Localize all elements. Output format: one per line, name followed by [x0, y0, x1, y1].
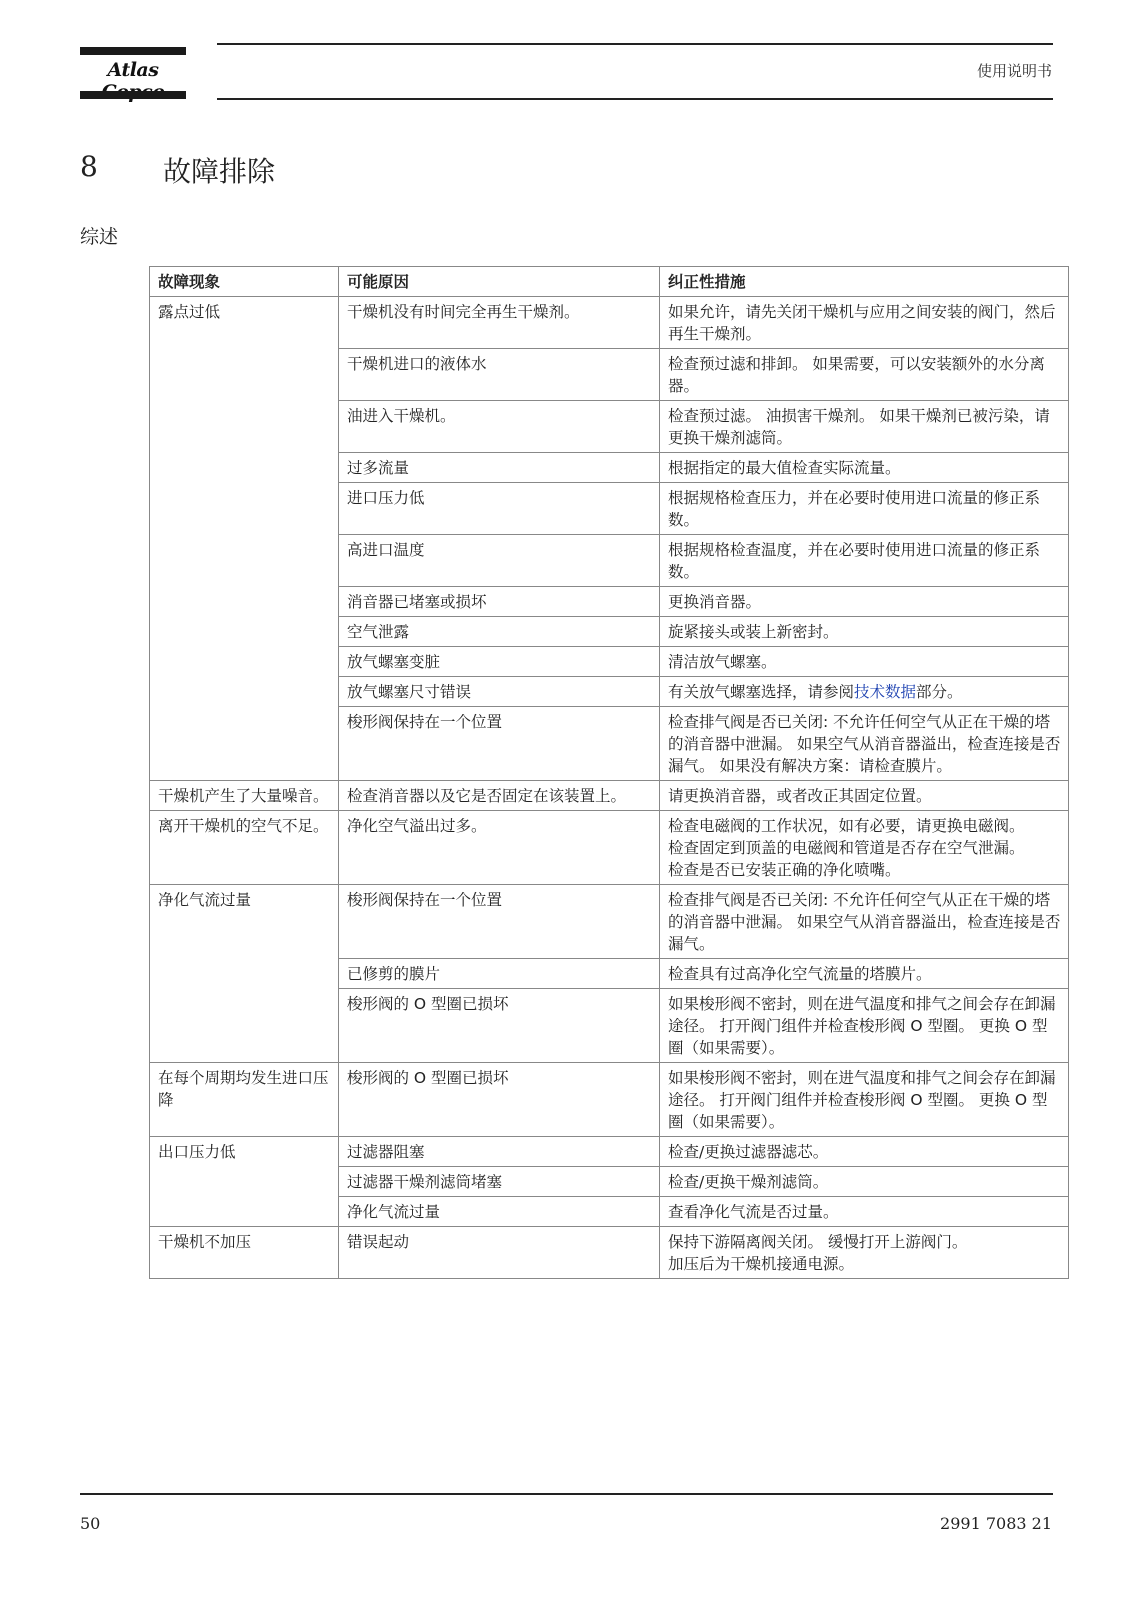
- symptom-cell: 出口压力低: [150, 1137, 339, 1227]
- symptom-cell: 干燥机产生了大量噪音。: [150, 781, 339, 811]
- cause-cell: 错误起动: [339, 1227, 660, 1279]
- cause-cell: 梭形阀的 O 型圈已损坏: [339, 989, 660, 1063]
- action-cell: 检查/更换干燥剂滤筒。: [660, 1167, 1069, 1197]
- cause-cell: 过多流量: [339, 453, 660, 483]
- action-cell: 更换消音器。: [660, 587, 1069, 617]
- cause-cell: 高进口温度: [339, 535, 660, 587]
- cause-cell: 进口压力低: [339, 483, 660, 535]
- action-cell: 检查预过滤。 油损害干燥剂。 如果干燥剂已被污染，请更换干燥剂滤筒。: [660, 401, 1069, 453]
- logo-bar-top: [80, 47, 186, 55]
- action-cell: 根据规格检查温度，并在必要时使用进口流量的修正系数。: [660, 535, 1069, 587]
- cause-cell: 已修剪的膜片: [339, 959, 660, 989]
- action-text: 部分。: [916, 683, 963, 701]
- action-cell: 清洁放气螺塞。: [660, 647, 1069, 677]
- action-cell: 旋紧接头或装上新密封。: [660, 617, 1069, 647]
- cause-cell: 梭形阀保持在一个位置: [339, 885, 660, 959]
- chapter-number: 8: [80, 150, 98, 183]
- cause-cell: 空气泄露: [339, 617, 660, 647]
- action-line: 加压后为干燥机接通电源。: [668, 1255, 855, 1273]
- action-cell: 如果梭形阀不密封，则在进气温度和排气之间会存在卸漏途径。 打开阀门组件并检查梭形阀 O 型圈。 更换 O 型圈（如果需要）。: [660, 1063, 1069, 1137]
- action-cell: 如果梭形阀不密封，则在进气温度和排气之间会存在卸漏途径。 打开阀门组件并检查梭形阀 O 型圈。 更换 O 型圈（如果需要）。: [660, 989, 1069, 1063]
- symptom-cell: 在每个周期均发生进口压降: [150, 1063, 339, 1137]
- action-text: 有关放气螺塞选择，请参阅: [668, 683, 855, 701]
- cause-cell: 过滤器阻塞: [339, 1137, 660, 1167]
- symptom-cell: 干燥机不加压: [150, 1227, 339, 1279]
- action-line: 保持下游隔离阀关闭。 缓慢打开上游阀门。: [668, 1233, 968, 1251]
- section-title: 综述: [80, 226, 119, 248]
- table-row: [150, 1227, 1069, 1279]
- action-line: 检查是否已安装正确的净化喷嘴。: [668, 861, 901, 879]
- table-row: [150, 781, 1069, 811]
- document-type: 使用说明书: [976, 62, 1052, 80]
- action-cell: 根据规格检查压力，并在必要时使用进口流量的修正系数。: [660, 483, 1069, 535]
- atlas-copco-logo: [80, 47, 186, 99]
- action-cell: 检查排气阀是否已关闭: 不允许任何空气从正在干燥的塔的消音器中泄漏。 如果空气从消音器溢出，检查连接是否漏气。 如果没有解决方案：请检查膜片。: [660, 707, 1069, 781]
- action-cell: 查看净化气流是否过量。: [660, 1197, 1069, 1227]
- cause-cell: 净化空气溢出过多。: [339, 811, 660, 885]
- header-symptom: 故障现象: [150, 267, 339, 297]
- action-cell: 根据指定的最大值检查实际流量。: [660, 453, 1069, 483]
- cause-cell: 油进入干燥机。: [339, 401, 660, 453]
- table-row: [150, 297, 1069, 349]
- header-rule-top: [217, 43, 1053, 45]
- logo-text: Atlas: [107, 59, 159, 81]
- cause-cell: 消音器已堵塞或损坏: [339, 587, 660, 617]
- symptom-cell: 净化气流过量: [150, 885, 339, 1063]
- table-row: [150, 1063, 1069, 1137]
- action-cell: 检查预过滤和排卸。 如果需要，可以安装额外的水分离器。: [660, 349, 1069, 401]
- document-code: 2991 7083 21: [940, 1514, 1052, 1533]
- header-rule-bottom: [217, 98, 1053, 100]
- table-row: [150, 811, 1069, 885]
- troubleshooting-table: [149, 266, 1069, 1279]
- footer-rule: [80, 1493, 1053, 1495]
- cause-cell: 梭形阀保持在一个位置: [339, 707, 660, 781]
- table-row: [150, 885, 1069, 959]
- cause-cell: 干燥机没有时间完全再生干燥剂。: [339, 297, 660, 349]
- page-number: 50: [80, 1514, 101, 1533]
- action-cell: 检查排气阀是否已关闭: 不允许任何空气从正在干燥的塔的消音器中泄漏。 如果空气从消音器溢出，检查连接是否漏气。: [660, 885, 1069, 959]
- cause-cell: 干燥机进口的液体水: [339, 349, 660, 401]
- action-cell: 如果允许，请先关闭干燥机与应用之间安装的阀门，然后再生干燥剂。: [660, 297, 1069, 349]
- header-cause: 可能原因: [339, 267, 660, 297]
- technical-data-link[interactable]: 技术数据: [854, 683, 917, 701]
- action-cell: [660, 677, 1069, 707]
- action-cell: [660, 1227, 1069, 1279]
- action-cell: 请更换消音器，或者改正其固定位置。: [660, 781, 1069, 811]
- cause-cell: 梭形阀的 O 型圈已损坏: [339, 1063, 660, 1137]
- cause-cell: 检查消音器以及它是否固定在该装置上。: [339, 781, 660, 811]
- chapter-title: 故障排除: [163, 155, 276, 188]
- action-line: 检查电磁阀的工作状况，如有必要，请更换电磁阀。: [668, 817, 1025, 835]
- table-header-row: [150, 267, 1069, 297]
- table-row: [150, 1137, 1069, 1167]
- header-action: 纠正性措施: [660, 267, 1069, 297]
- cause-cell: 放气螺塞尺寸错误: [339, 677, 660, 707]
- action-cell: 检查/更换过滤器滤芯。: [660, 1137, 1069, 1167]
- cause-cell: 净化气流过量: [339, 1197, 660, 1227]
- symptom-cell: 离开干燥机的空气不足。: [150, 811, 339, 885]
- action-cell: [660, 811, 1069, 885]
- action-cell: 检查具有过高净化空气流量的塔膜片。: [660, 959, 1069, 989]
- cause-cell: 放气螺塞变脏: [339, 647, 660, 677]
- symptom-cell: 露点过低: [150, 297, 339, 781]
- action-line: 检查固定到顶盖的电磁阀和管道是否存在空气泄漏。: [668, 839, 1025, 857]
- cause-cell: 过滤器干燥剂滤筒堵塞: [339, 1167, 660, 1197]
- logo-bar-bottom: [80, 91, 186, 99]
